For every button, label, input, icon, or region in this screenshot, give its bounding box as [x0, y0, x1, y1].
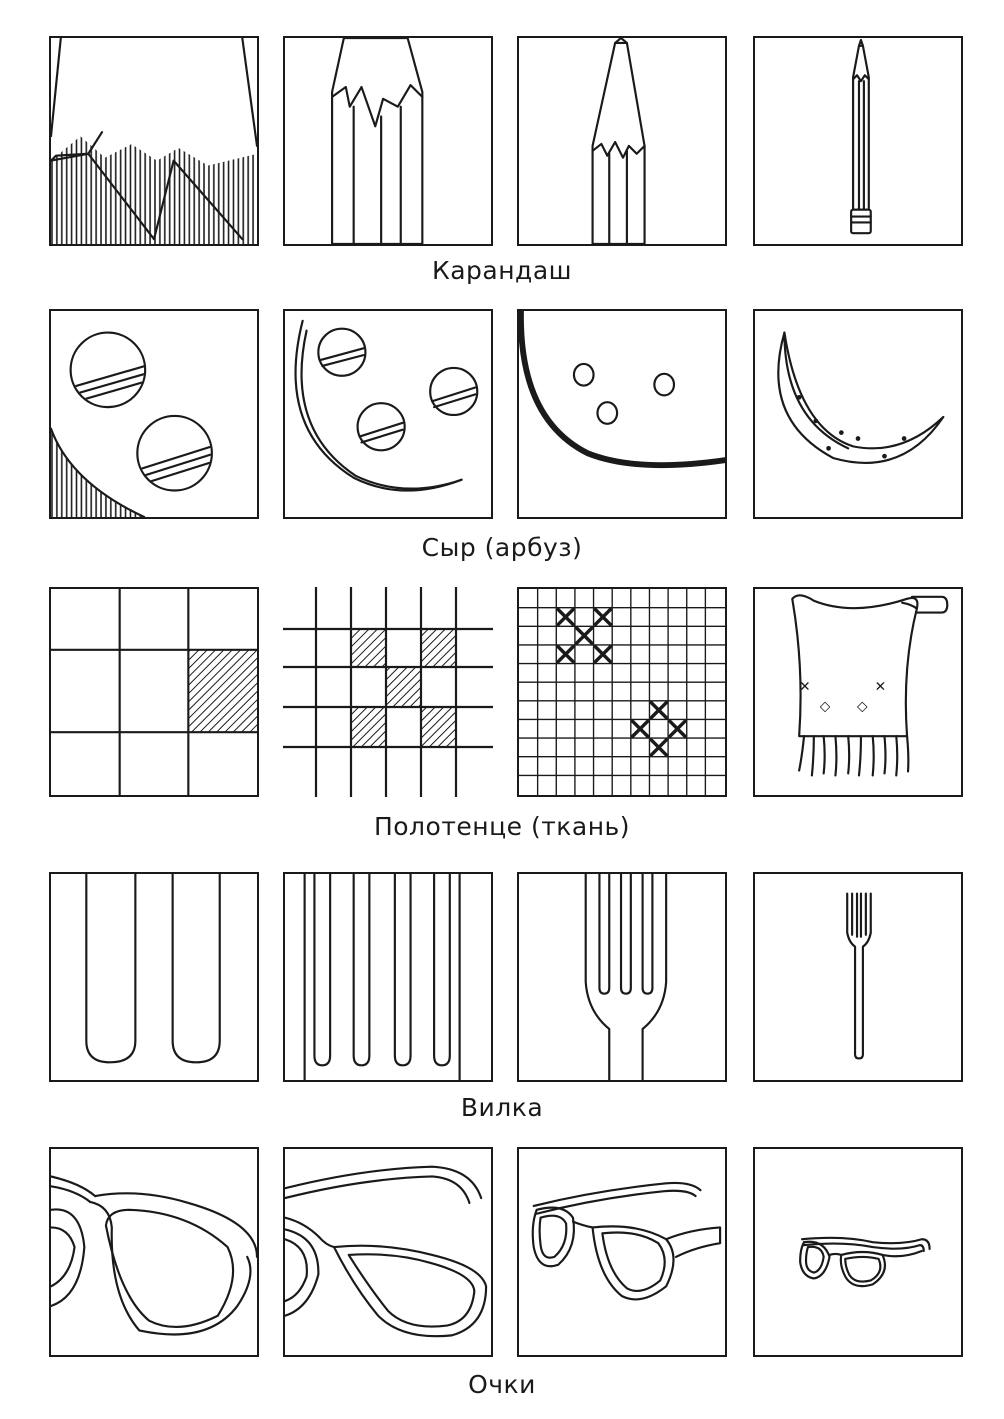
caption-pencil: Карандаш	[431, 256, 573, 285]
caption-towel: Полотенце (ткань)	[373, 812, 631, 841]
towel-tile-1	[49, 587, 259, 797]
cheese-closeup-image	[51, 311, 257, 517]
fabric-closeup-image	[51, 589, 257, 795]
stitch-mark: ✕	[799, 679, 811, 696]
cheese-tile-1	[49, 309, 259, 519]
towel-tile-2	[283, 587, 493, 797]
glasses-tile-1	[49, 1147, 259, 1357]
fork-tile-1	[49, 872, 259, 1082]
watermelon-mid-image	[519, 311, 725, 517]
glasses-far-image	[519, 1149, 725, 1355]
fabric-grid-image	[283, 587, 493, 797]
pencil-tile-2	[283, 36, 493, 246]
caption-cheese: Сыр (арбуз)	[421, 533, 583, 562]
fork-tile-4	[753, 872, 963, 1082]
fork-tile-2	[283, 872, 493, 1082]
fork-closeup-image	[51, 874, 257, 1080]
pencil-tile-3	[517, 36, 727, 246]
stitch-mark: ◇	[819, 698, 831, 715]
glasses-mid-image	[285, 1149, 491, 1355]
fork-head-image	[519, 874, 725, 1080]
watermelon-tile-4	[753, 309, 963, 519]
watermelon-tile-3	[517, 309, 727, 519]
fork-mid-image	[285, 874, 491, 1080]
cheese-tile-2	[283, 309, 493, 519]
glasses-full-image	[755, 1149, 961, 1355]
fabric-cross-stitch-image	[519, 589, 725, 795]
pencil-far-image	[519, 38, 725, 244]
pencil-closeup-image	[51, 38, 257, 244]
caption-glasses: Очки	[468, 1370, 536, 1399]
towel-hanging-image	[755, 589, 961, 795]
pencil-tile-4	[753, 36, 963, 246]
stitch-mark: ◇	[857, 698, 868, 715]
watermelon-slice-image	[755, 311, 961, 517]
caption-fork: Вилка	[460, 1093, 544, 1122]
fork-tile-3	[517, 872, 727, 1082]
cheese-mid-image	[285, 311, 491, 517]
glasses-tile-4	[753, 1147, 963, 1357]
stitch-mark: ✕	[874, 679, 887, 696]
glasses-closeup-image	[51, 1149, 257, 1355]
fork-full-image	[755, 874, 961, 1080]
pencil-full-image	[755, 38, 961, 244]
towel-tile-4	[753, 587, 963, 797]
glasses-tile-2	[283, 1147, 493, 1357]
towel-tile-3	[517, 587, 727, 797]
pencil-mid-image	[285, 38, 491, 244]
pencil-tile-1	[49, 36, 259, 246]
glasses-tile-3	[517, 1147, 727, 1357]
